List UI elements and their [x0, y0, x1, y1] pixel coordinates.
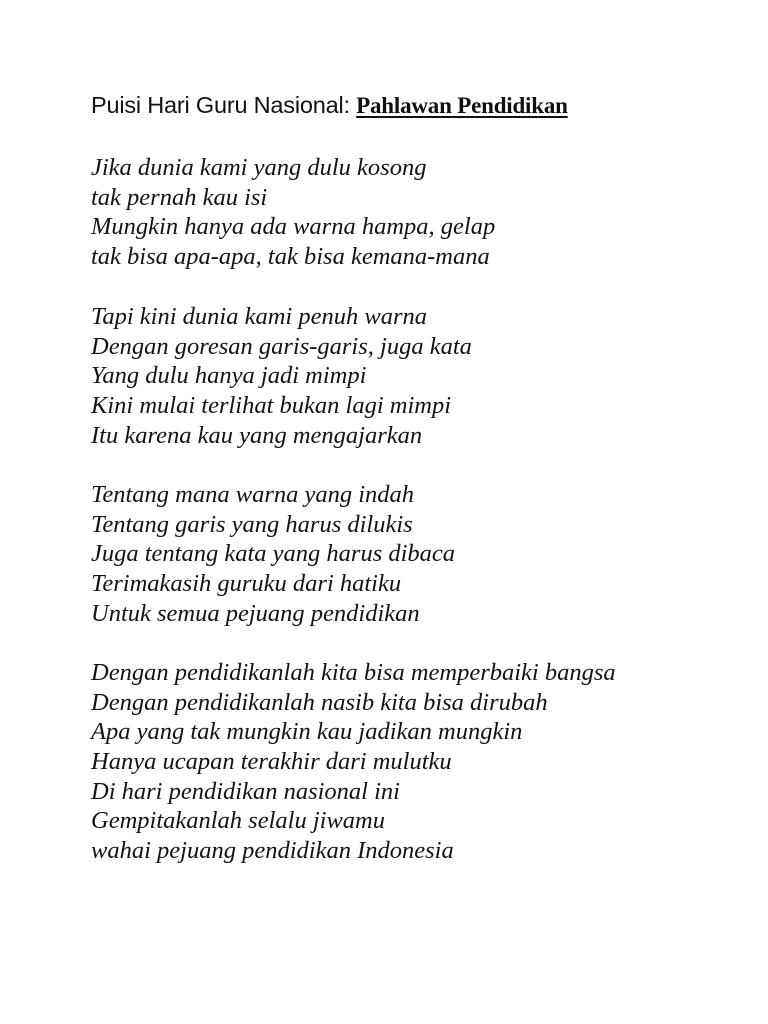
stanza-2	[91, 302, 472, 450]
poem-line: Itu karena kau yang mengajarkan	[91, 421, 423, 449]
title-prefix: Puisi Hari Guru Nasional:	[91, 92, 357, 118]
poem-line: wahai pejuang pendidikan Indonesia	[91, 837, 454, 865]
poem-line: Dengan goresan garis-garis, juga kata	[91, 332, 472, 360]
poem-line: tak pernah kau isi	[91, 183, 268, 211]
page-title	[91, 92, 568, 119]
poem-line: Gempitakanlah selalu jiwamu	[91, 807, 385, 835]
poem-line: Jika dunia kami yang dulu kosong	[91, 154, 427, 181]
poem-line: Mungkin hanya ada warna hampa, gelap	[91, 213, 496, 241]
stanza-3	[91, 480, 455, 628]
stanza-1	[91, 153, 495, 272]
stanza-4	[91, 658, 616, 866]
poem-line: Tentang mana warna yang indah	[91, 481, 415, 508]
poem-title: Pahlawan Pendidikan	[356, 93, 568, 118]
poem-line: Dengan pendidikanlah nasib kita bisa dirubah	[91, 688, 548, 716]
poem-line: Hanya ucapan terakhir dari mulutku	[91, 748, 452, 776]
poem-line: Terimakasih guruku dari hatiku	[91, 570, 402, 598]
poem-line: Apa yang tak mungkin kau jadikan mungkin	[91, 718, 523, 746]
poem-line: Kini mulai terlihat bukan lagi mimpi	[91, 392, 452, 420]
poem-line: Juga tentang kata yang harus dibaca	[91, 540, 456, 568]
poem-line: Tapi kini dunia kami penuh warna	[91, 303, 427, 330]
poem-line: Dengan pendidikanlah kita bisa memperbaiki bangsa	[91, 659, 616, 686]
poem-line: Di hari pendidikan nasional ini	[91, 777, 400, 805]
poem-line: Yang dulu hanya jadi mimpi	[91, 362, 367, 390]
poem-line: tak bisa apa-apa, tak bisa kemana-mana	[91, 243, 490, 271]
poem-line: Tentang garis yang harus dilukis	[91, 510, 413, 538]
poem-line: Untuk semua pejuang pendidikan	[91, 599, 420, 627]
